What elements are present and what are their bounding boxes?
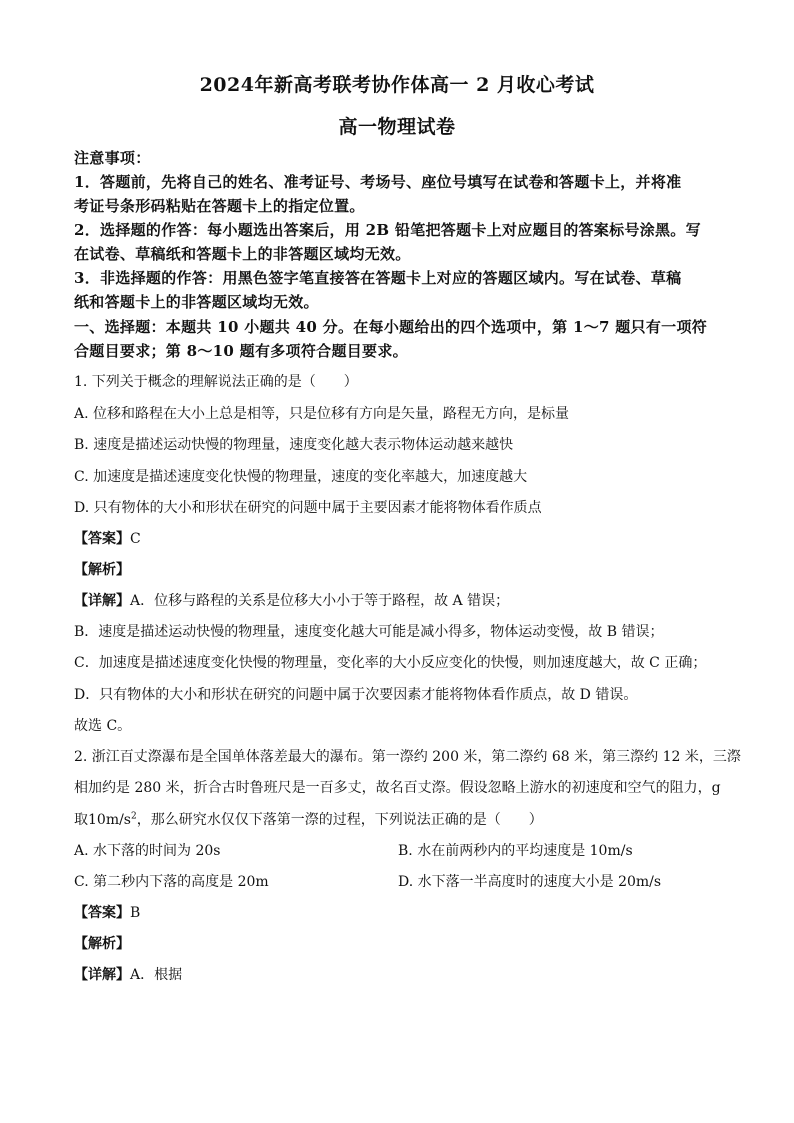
answer-tag: 【答案】 <box>74 531 130 547</box>
q1-answer-value: C <box>130 531 141 547</box>
q1-option-a: A. 位移和路程在大小上总是相等，只是位移有方向是矢量，路程无方向，是标量 <box>74 406 570 422</box>
q2-stem-part-b: ，那么研究水仅仅下落第一漈的过程，下列说法正确的是（ ） <box>136 812 543 828</box>
notice-item-1-line-2: 考证号条形码粘贴在答题卡上的指定位置。 <box>74 197 365 215</box>
q2-option-b: B. 水在前两秒内的平均速度是 10m/s <box>398 843 633 859</box>
detail-tag: 【详解】 <box>74 967 130 983</box>
q1-answer <box>74 529 141 549</box>
answer-tag: 【答案】 <box>74 905 130 921</box>
q1-option-c: C. 加速度是描述速度变化快慢的物理量，速度的变化率越大，加速度越大 <box>74 469 528 485</box>
q2-analysis-tag: 【解析】 <box>74 936 130 952</box>
exam-title: 2024年新高考联考协作体高一 2 月收心考试 <box>199 74 595 96</box>
notice-item-3-line-1: 3．非选择题的作答：用黑色签字笔直接答在答题卡上对应的答题区域内。写在试卷、草稿 <box>74 269 682 287</box>
notice-item-3-line-2: 纸和答题卡上的非答题区域均无效。 <box>74 293 319 311</box>
q1-option-b: B. 速度是描述运动快慢的物理量，速度变化越大表示物体运动越来越快 <box>74 437 514 453</box>
q2-stem-line-3 <box>74 810 543 830</box>
exam-subtitle: 高一物理试卷 <box>338 116 456 138</box>
q2-answer <box>74 903 140 923</box>
notice-item-2-line-1: 2．选择题的作答：每小题选出答案后，用 2B 铅笔把答题卡上对应题目的答案标号涂黑。写 <box>74 221 701 239</box>
notice-heading: 注意事项： <box>74 149 151 167</box>
notice-item-1-line-1: 1．答题前，先将自己的姓名、准考证号、考场号、座位号填写在试卷和答题卡上，并将准 <box>74 173 682 191</box>
q2-stem-line-1: 2. 浙江百丈漈瀑布是全国单体落差最大的瀑布。第一漈约 200 米，第二漈约 68 米，第三漈约 12 米，三漈 <box>74 749 741 765</box>
q2-detail-text-1: A．根据 <box>130 967 183 983</box>
q2-option-a: A. 水下落的时间为 20s <box>74 843 221 859</box>
q2-stem-superscript: 2 <box>131 811 137 822</box>
q1-detail-line-2: B．速度是描述运动快慢的物理量，速度变化越大可能是减小得多，物体运动变慢，故 B 错误； <box>74 624 664 640</box>
q1-conclusion: 故选 C。 <box>74 718 132 734</box>
q1-option-d: D. 只有物体的大小和形状在研究的问题中属于主要因素才能将物体看作质点 <box>74 500 542 516</box>
q2-option-c: C. 第二秒内下落的高度是 20m <box>74 874 269 890</box>
detail-tag: 【详解】 <box>74 593 130 609</box>
q2-answer-value: B <box>130 905 141 921</box>
q1-detail-text-1: A．位移与路程的关系是位移大小小于等于路程，故 A 错误； <box>130 593 510 609</box>
q1-stem: 1. 下列关于概念的理解说法正确的是（ ） <box>74 374 358 390</box>
q1-analysis-tag: 【解析】 <box>74 562 130 578</box>
q2-option-d: D. 水下落一半高度时的速度大小是 20m/s <box>398 874 662 890</box>
q1-detail-line-1 <box>74 591 509 611</box>
q2-stem-line-2: 相加约是 280 米，折合古时鲁班尺是一百多丈，故名百丈漈。假设忽略上游水的初速度和空气的阻力，g <box>74 780 721 796</box>
q1-detail-line-3: C．加速度是描述速度变化快慢的物理量，变化率的大小反应变化的快慢，则加速度越大，故 C 正确； <box>74 655 707 671</box>
q2-stem-part-a: 取10m/s <box>74 812 131 828</box>
section-heading-line-1: 一、选择题：本题共 10 小题共 40 分。在每小题给出的四个选项中，第 1～7 题只有一项符 <box>74 318 708 336</box>
section-heading-line-2: 合题目要求；第 8～10 题有多项符合题目要求。 <box>74 342 408 360</box>
q1-detail-line-4: D．只有物体的大小和形状在研究的问题中属于次要因素才能将物体看作质点，故 D 错误。 <box>74 687 638 703</box>
notice-item-2-line-2: 在试卷、草稿纸和答题卡上的非答题区域均无效。 <box>74 245 411 263</box>
q2-detail-line-1 <box>74 965 182 985</box>
